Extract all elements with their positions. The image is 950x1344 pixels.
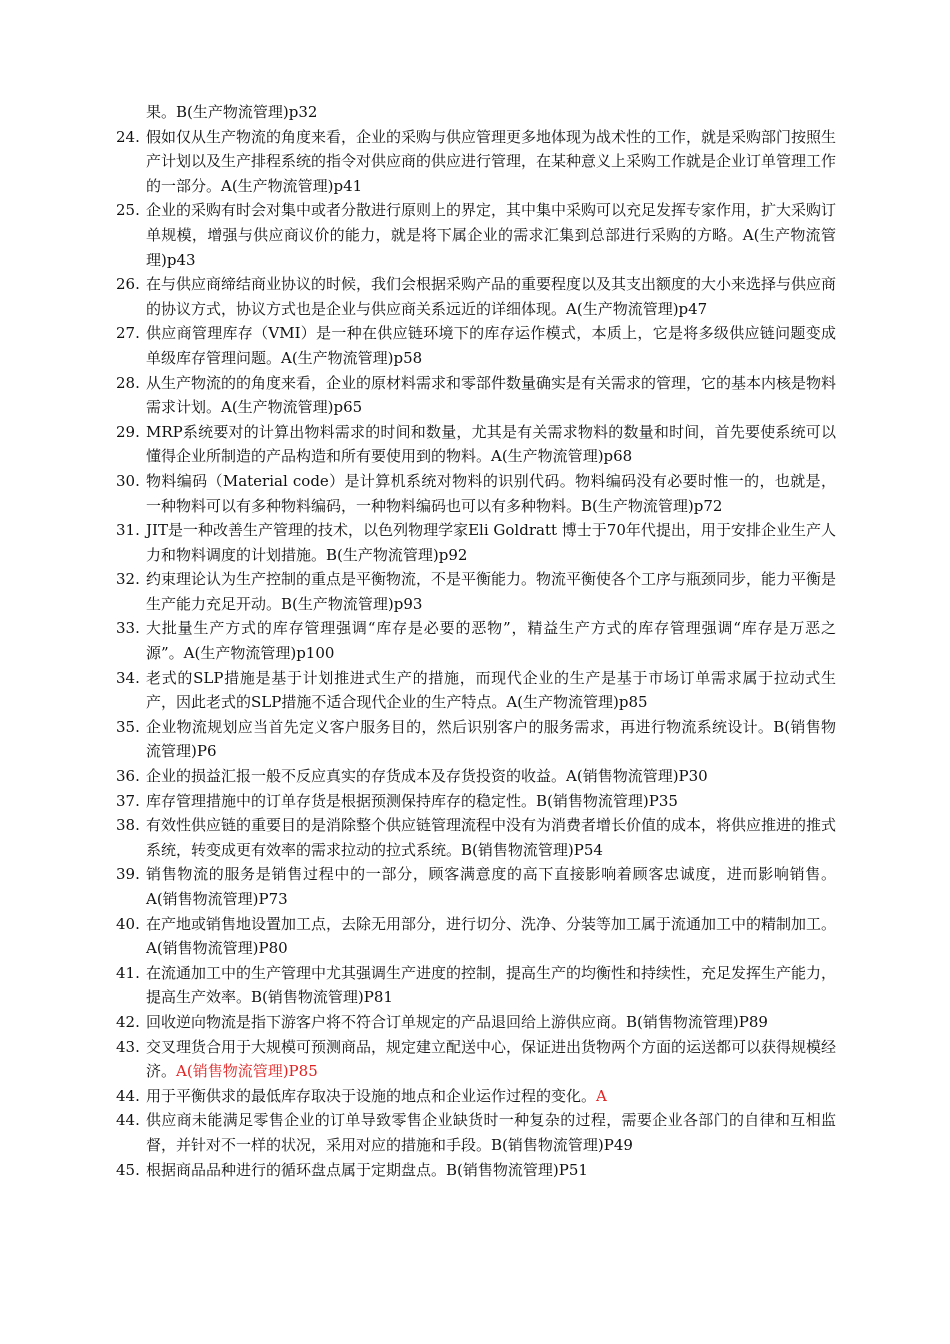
list-item <box>116 100 836 125</box>
item-text: 企业的损益汇报一般不反应真实的存货成本及存货投资的收益。A(销售物流管理)P30 <box>146 767 708 786</box>
item-text: 在产地或销售地设置加工点，去除无用部分，进行切分、洗净、分装等加工属于流通加工中的精制加工。A(销售物流管理)P80 <box>146 914 837 958</box>
item-number: 44. <box>116 1086 140 1105</box>
list-item <box>116 961 836 1010</box>
item-text: MRP系统要对的计算出物料需求的时间和数量，尤其是有关需求物料的数量和时间，首先要使系统可以懂得企业所制造的产品构造和所有要使用到的物料。A(生产物流管理)p68 <box>146 422 836 466</box>
item-number: 37. <box>116 791 140 810</box>
list-item <box>116 321 836 370</box>
item-number: 34. <box>116 668 140 687</box>
item-text: 约束理论认为生产控制的重点是平衡物流，不是平衡能力。物流平衡使各个工序与瓶颈同步，能力平衡是生产能力充足开动。B(生产物流管理)p93 <box>146 570 837 613</box>
item-number: 42. <box>116 1012 140 1031</box>
item-number: 43. <box>116 1037 140 1056</box>
item-number: 36. <box>116 767 140 786</box>
item-text: 供应商管理库存（VMI）是一种在供应链环境下的库存运作模式，本质上，它是将多级供应链问题变成单级库存管理问题。A(生产物流管理)p58 <box>146 324 836 367</box>
item-number: 27. <box>116 324 140 343</box>
item-number: 44. <box>116 1111 140 1130</box>
item-text: 大批量生产方式的库存管理强调“库存是必要的恶物”，精益生产方式的库存管理强调“库存是万恶之源”。A(生产物流管理)p100 <box>146 619 836 663</box>
item-number: 33. <box>116 619 140 638</box>
item-number: 24. <box>116 127 140 146</box>
item-text: 老式的SLP措施是基于计划推进式生产的措施，而现代企业的生产是基于市场订单需求属于拉动式生产，因此老式的SLP措施不适合现代企业的生产特点。A(生产物流管理)p85 <box>146 668 836 712</box>
item-number: 35. <box>116 717 140 736</box>
list-item <box>116 862 836 911</box>
item-number: 40. <box>116 914 140 933</box>
item-number: 29. <box>116 422 140 441</box>
question-list <box>116 100 836 1182</box>
item-text: 假如仅从生产物流的角度来看，企业的采购与供应管理更多地体现为战术性的工作，就是采购部门按照生产计划以及生产排程系统的指令对供应商的供应进行管理，在某种意义上采购工作就是企业订单管理工作的一部分。A(生产物流管理)p41 <box>146 127 837 195</box>
item-answer-highlight: A(销售物流管理)P85 <box>176 1062 318 1081</box>
list-item <box>116 371 836 420</box>
item-number: 45. <box>116 1160 140 1179</box>
item-number: 32. <box>116 570 140 589</box>
item-text: 供应商未能满足零售企业的订单导致零售企业缺货时一种复杂的过程，需要企业各部门的自律和互相监督，并针对不一样的状况，采用对应的措施和手段。B(销售物流管理)P49 <box>146 1111 836 1154</box>
item-text: 在与供应商缔结商业协议的时候，我们会根据采购产品的重要程度以及其支出额度的大小来选择与供应商的协议方式，协议方式也是企业与供应商关系远近的详细体现。A(生产物流管理)p47 <box>146 275 837 318</box>
list-item <box>116 420 836 469</box>
item-text: 在流通加工中的生产管理中尤其强调生产进度的控制，提高生产的均衡性和持续性，充足发挥生产能力，提高生产效率。B(销售物流管理)P81 <box>146 963 837 1007</box>
item-text: 从生产物流的的角度来看，企业的原材料需求和零部件数量确实是有关需求的管理，它的基本内核是物料需求计划。A(生产物流管理)p65 <box>146 373 837 417</box>
list-item <box>116 1084 836 1109</box>
item-text: 物料编码（Material code）是计算机系统对物料的识别代码。物料编码没有必要时惟一的，也就是，一种物料可以有多种物料编码，一种物料编码也可以有多种物料。B(生产物流管理)p72 <box>146 471 836 515</box>
item-text: 根据商品品种进行的循环盘点属于定期盘点。B(销售物流管理)P51 <box>146 1160 588 1179</box>
item-text: JIT是一种改善生产管理的技术，以色列物理学家Eli Goldratt 博士于70年代提出，用于安排企业生产人力和物料调度的计划措施。B(生产物流管理)p92 <box>146 521 836 564</box>
item-text: 企业物流规划应当首先定义客户服务目的，然后识别客户的服务需求，再进行物流系统设计。B(销售物流管理)P6 <box>146 717 836 761</box>
item-number: 25. <box>116 201 140 220</box>
item-answer-highlight: A <box>596 1086 607 1105</box>
item-text: 交叉理货合用于大规模可预测商品，规定建立配送中心，保证进出货物两个方面的运送都可以获得规模经济。 <box>146 1037 837 1081</box>
item-number: 38. <box>116 816 140 835</box>
list-item <box>116 1035 836 1084</box>
list-item <box>116 789 836 814</box>
item-number: 31. <box>116 521 140 540</box>
item-text: 有效性供应链的重要目的是消除整个供应链管理流程中没有为消费者增长价值的成本，将供应推进的推式系统，转变成更有效率的需求拉动的拉式系统。B(销售物流管理)P54 <box>146 816 837 859</box>
list-item <box>116 518 836 567</box>
item-text: 用于平衡供求的最低库存取决于设施的地点和企业运作过程的变化。 <box>146 1086 597 1105</box>
item-text: 回收逆向物流是指下游客户将不符合订单规定的产品退回给上游供应商。B(销售物流管理)P89 <box>146 1012 768 1031</box>
list-item <box>116 666 836 715</box>
list-item <box>116 715 836 764</box>
item-number: 41. <box>116 963 140 982</box>
item-text: 果。B(生产物流管理)p32 <box>146 103 318 121</box>
item-text: 销售物流的服务是销售过程中的一部分，顾客满意度的高下直接影响着顾客忠诚度，进而影响销售。A(销售物流管理)P73 <box>146 865 836 908</box>
list-item <box>116 1108 836 1157</box>
item-number: 39. <box>116 865 140 884</box>
list-item <box>116 567 836 616</box>
list-item <box>116 616 836 665</box>
list-item <box>116 813 836 862</box>
list-item <box>116 912 836 961</box>
list-item <box>116 272 836 321</box>
item-number: 28. <box>116 373 140 392</box>
list-item <box>116 198 836 272</box>
list-item <box>116 764 836 789</box>
item-text: 库存管理措施中的订单存货是根据预测保持库存的稳定性。B(销售物流管理)P35 <box>146 791 678 810</box>
list-item <box>116 1158 836 1183</box>
list-item <box>116 469 836 518</box>
item-number: 26. <box>116 275 140 294</box>
item-text: 企业的采购有时会对集中或者分散进行原则上的界定，其中集中采购可以充足发挥专家作用，扩大采购订单规模，增强与供应商议价的能力，就是将下属企业的需求汇集到总部进行采购的方略。A(生产物流管理)p43 <box>146 201 837 269</box>
item-number: 30. <box>116 471 140 490</box>
list-item <box>116 1010 836 1035</box>
list-item <box>116 125 836 199</box>
